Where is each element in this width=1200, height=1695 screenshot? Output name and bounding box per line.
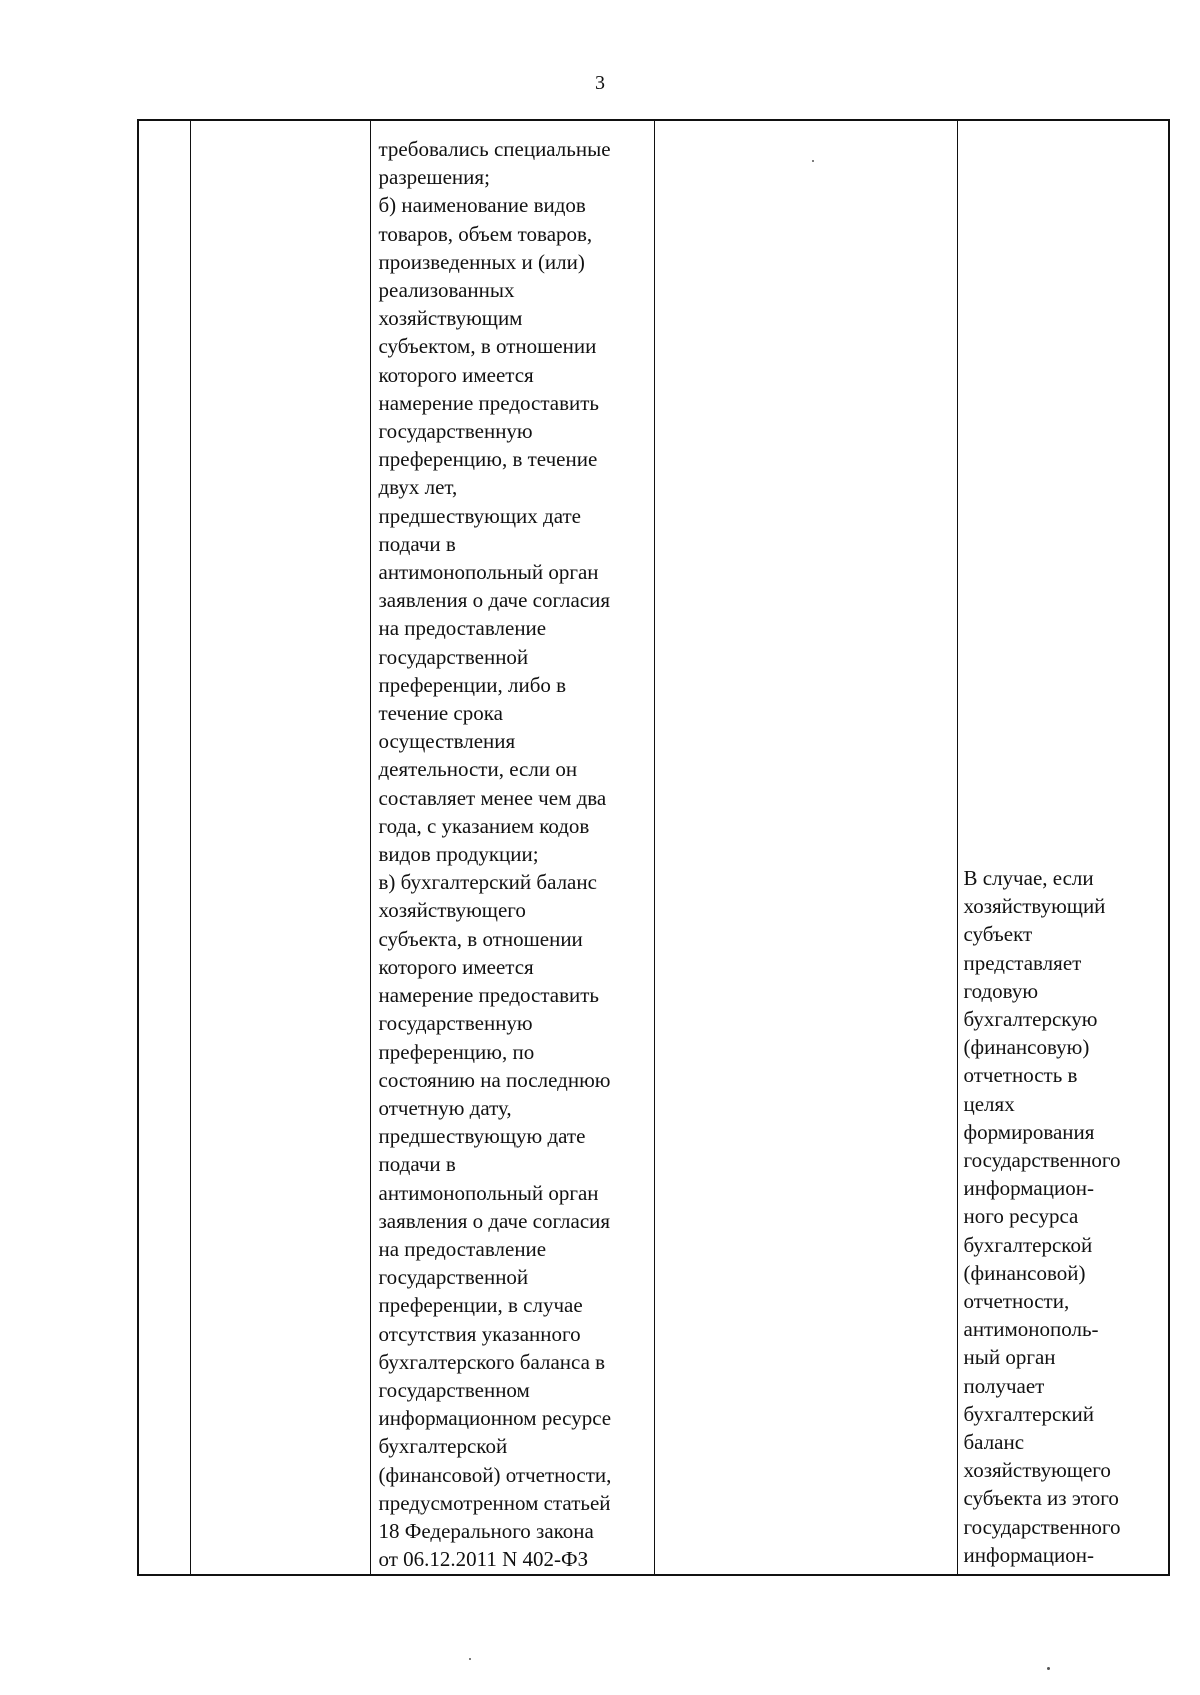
text-line: государственном — [378, 1377, 530, 1402]
text-line: преференцию, по — [378, 1039, 535, 1064]
text-line: антимонополь- — [963, 1317, 1099, 1342]
text-line: деятельности, если он — [378, 757, 578, 782]
document-table — [137, 119, 1170, 1576]
text-line: антимонопольный орган — [378, 560, 599, 585]
table-cell-col1 — [138, 120, 190, 1575]
text-line: субъектом, в отношении — [378, 334, 597, 359]
scan-speck — [469, 1658, 471, 1660]
text-line: бухгалтерского баланса в — [378, 1349, 606, 1374]
text-line: на предоставление — [378, 616, 547, 641]
text-line: в) бухгалтерский баланс — [378, 870, 597, 895]
text-line: реализованных — [378, 278, 515, 303]
table-cell-notes — [957, 120, 1169, 1575]
text-line: бухгалтерский — [963, 1401, 1094, 1426]
text-line: разрешения; — [378, 165, 490, 190]
text-line: осуществления — [378, 729, 516, 754]
text-line: составляет менее чем два — [378, 785, 607, 810]
text-line: отчетность в — [963, 1063, 1078, 1088]
table-row — [138, 120, 1169, 1575]
text-line: которого имеется — [378, 954, 534, 979]
text-line: требовались специальные — [378, 137, 611, 161]
text-line: бухгалтерской — [378, 1434, 508, 1459]
text-line: отчетности, — [963, 1289, 1070, 1314]
text-line: В случае, если — [963, 866, 1094, 890]
text-line: предшествующую дате — [378, 1124, 586, 1149]
text-line: баланс — [963, 1430, 1025, 1455]
text-line: (финансовую) — [963, 1035, 1090, 1060]
text-line: ного ресурса — [963, 1204, 1079, 1229]
text-line: информацион- — [963, 1542, 1094, 1567]
requirements-text — [371, 121, 654, 1573]
text-line: намерение предоставить — [378, 390, 600, 415]
table-cell-requirements — [370, 120, 654, 1575]
text-line: намерение предоставить — [378, 983, 600, 1008]
text-line: информационном ресурсе — [378, 1406, 612, 1431]
text-line: (финансовой) отчетности, — [378, 1462, 612, 1487]
table-cell-col2 — [190, 120, 370, 1575]
notes-text — [958, 121, 1169, 1569]
text-line: государственную — [378, 1011, 533, 1036]
text-line: б) наименование видов — [378, 193, 586, 218]
text-line: хозяйствующего — [963, 1458, 1111, 1483]
text-line: бухгалтерской — [963, 1232, 1093, 1257]
text-line: отчетную дату, — [378, 1095, 512, 1120]
text-line: преференции, либо в — [378, 672, 567, 697]
scan-speck — [812, 160, 814, 162]
text-line: государственного — [963, 1514, 1121, 1539]
text-line: представляет — [963, 950, 1082, 975]
text-line: течение срока — [378, 701, 503, 726]
scan-speck — [1047, 1667, 1050, 1670]
text-line: государственной — [378, 644, 529, 669]
text-line: информацион- — [963, 1176, 1094, 1201]
text-line: произведенных и (или) — [378, 249, 585, 274]
text-line: года, с указанием кодов — [378, 813, 590, 838]
table-cell-col4 — [654, 120, 957, 1575]
text-line: заявления о даче согласия — [378, 1208, 611, 1233]
text-line: 18 Федерального закона — [378, 1518, 594, 1543]
text-line: предшествующих дате — [378, 503, 581, 528]
text-line: от 06.12.2011 N 402-ФЗ — [378, 1547, 589, 1572]
text-line: заявления о даче согласия — [378, 588, 611, 613]
text-line: подачи в — [378, 531, 456, 556]
text-line: товаров, объем товаров, — [378, 221, 593, 246]
text-line: преференцию, в течение — [378, 447, 598, 472]
text-line: ный орган — [963, 1345, 1056, 1370]
text-line: видов продукции; — [378, 842, 539, 867]
text-line: хозяйствующим — [378, 306, 523, 331]
text-line: государственного — [963, 1148, 1121, 1173]
text-line: субъекта из этого — [963, 1486, 1119, 1511]
text-line: хозяйствующего — [378, 898, 526, 923]
text-line: на предоставление — [378, 1236, 547, 1261]
text-line: предусмотренном статьей — [378, 1490, 611, 1515]
text-line: (финансовой) — [963, 1260, 1086, 1285]
text-line: антимонопольный орган — [378, 1180, 599, 1205]
text-line: состоянию на последнюю — [378, 1067, 611, 1092]
text-line: годовую — [963, 978, 1039, 1003]
text-line: государственную — [378, 419, 533, 444]
text-line: бухгалтерскую — [963, 1007, 1098, 1032]
text-line: формирования — [963, 1119, 1095, 1144]
text-line: двух лет, — [378, 475, 458, 500]
text-line: субъект — [963, 922, 1033, 947]
text-line: получает — [963, 1373, 1045, 1398]
text-line: подачи в — [378, 1152, 456, 1177]
text-line: целях — [963, 1091, 1015, 1116]
text-line: преференции, в случае — [378, 1293, 583, 1318]
text-line: хозяйствующий — [963, 894, 1106, 919]
text-line: отсутствия указанного — [378, 1321, 581, 1346]
text-line: государственной — [378, 1265, 529, 1290]
text-line: которого имеется — [378, 362, 534, 387]
page-number: 3 — [595, 72, 605, 94]
text-line: субъекта, в отношении — [378, 926, 583, 951]
